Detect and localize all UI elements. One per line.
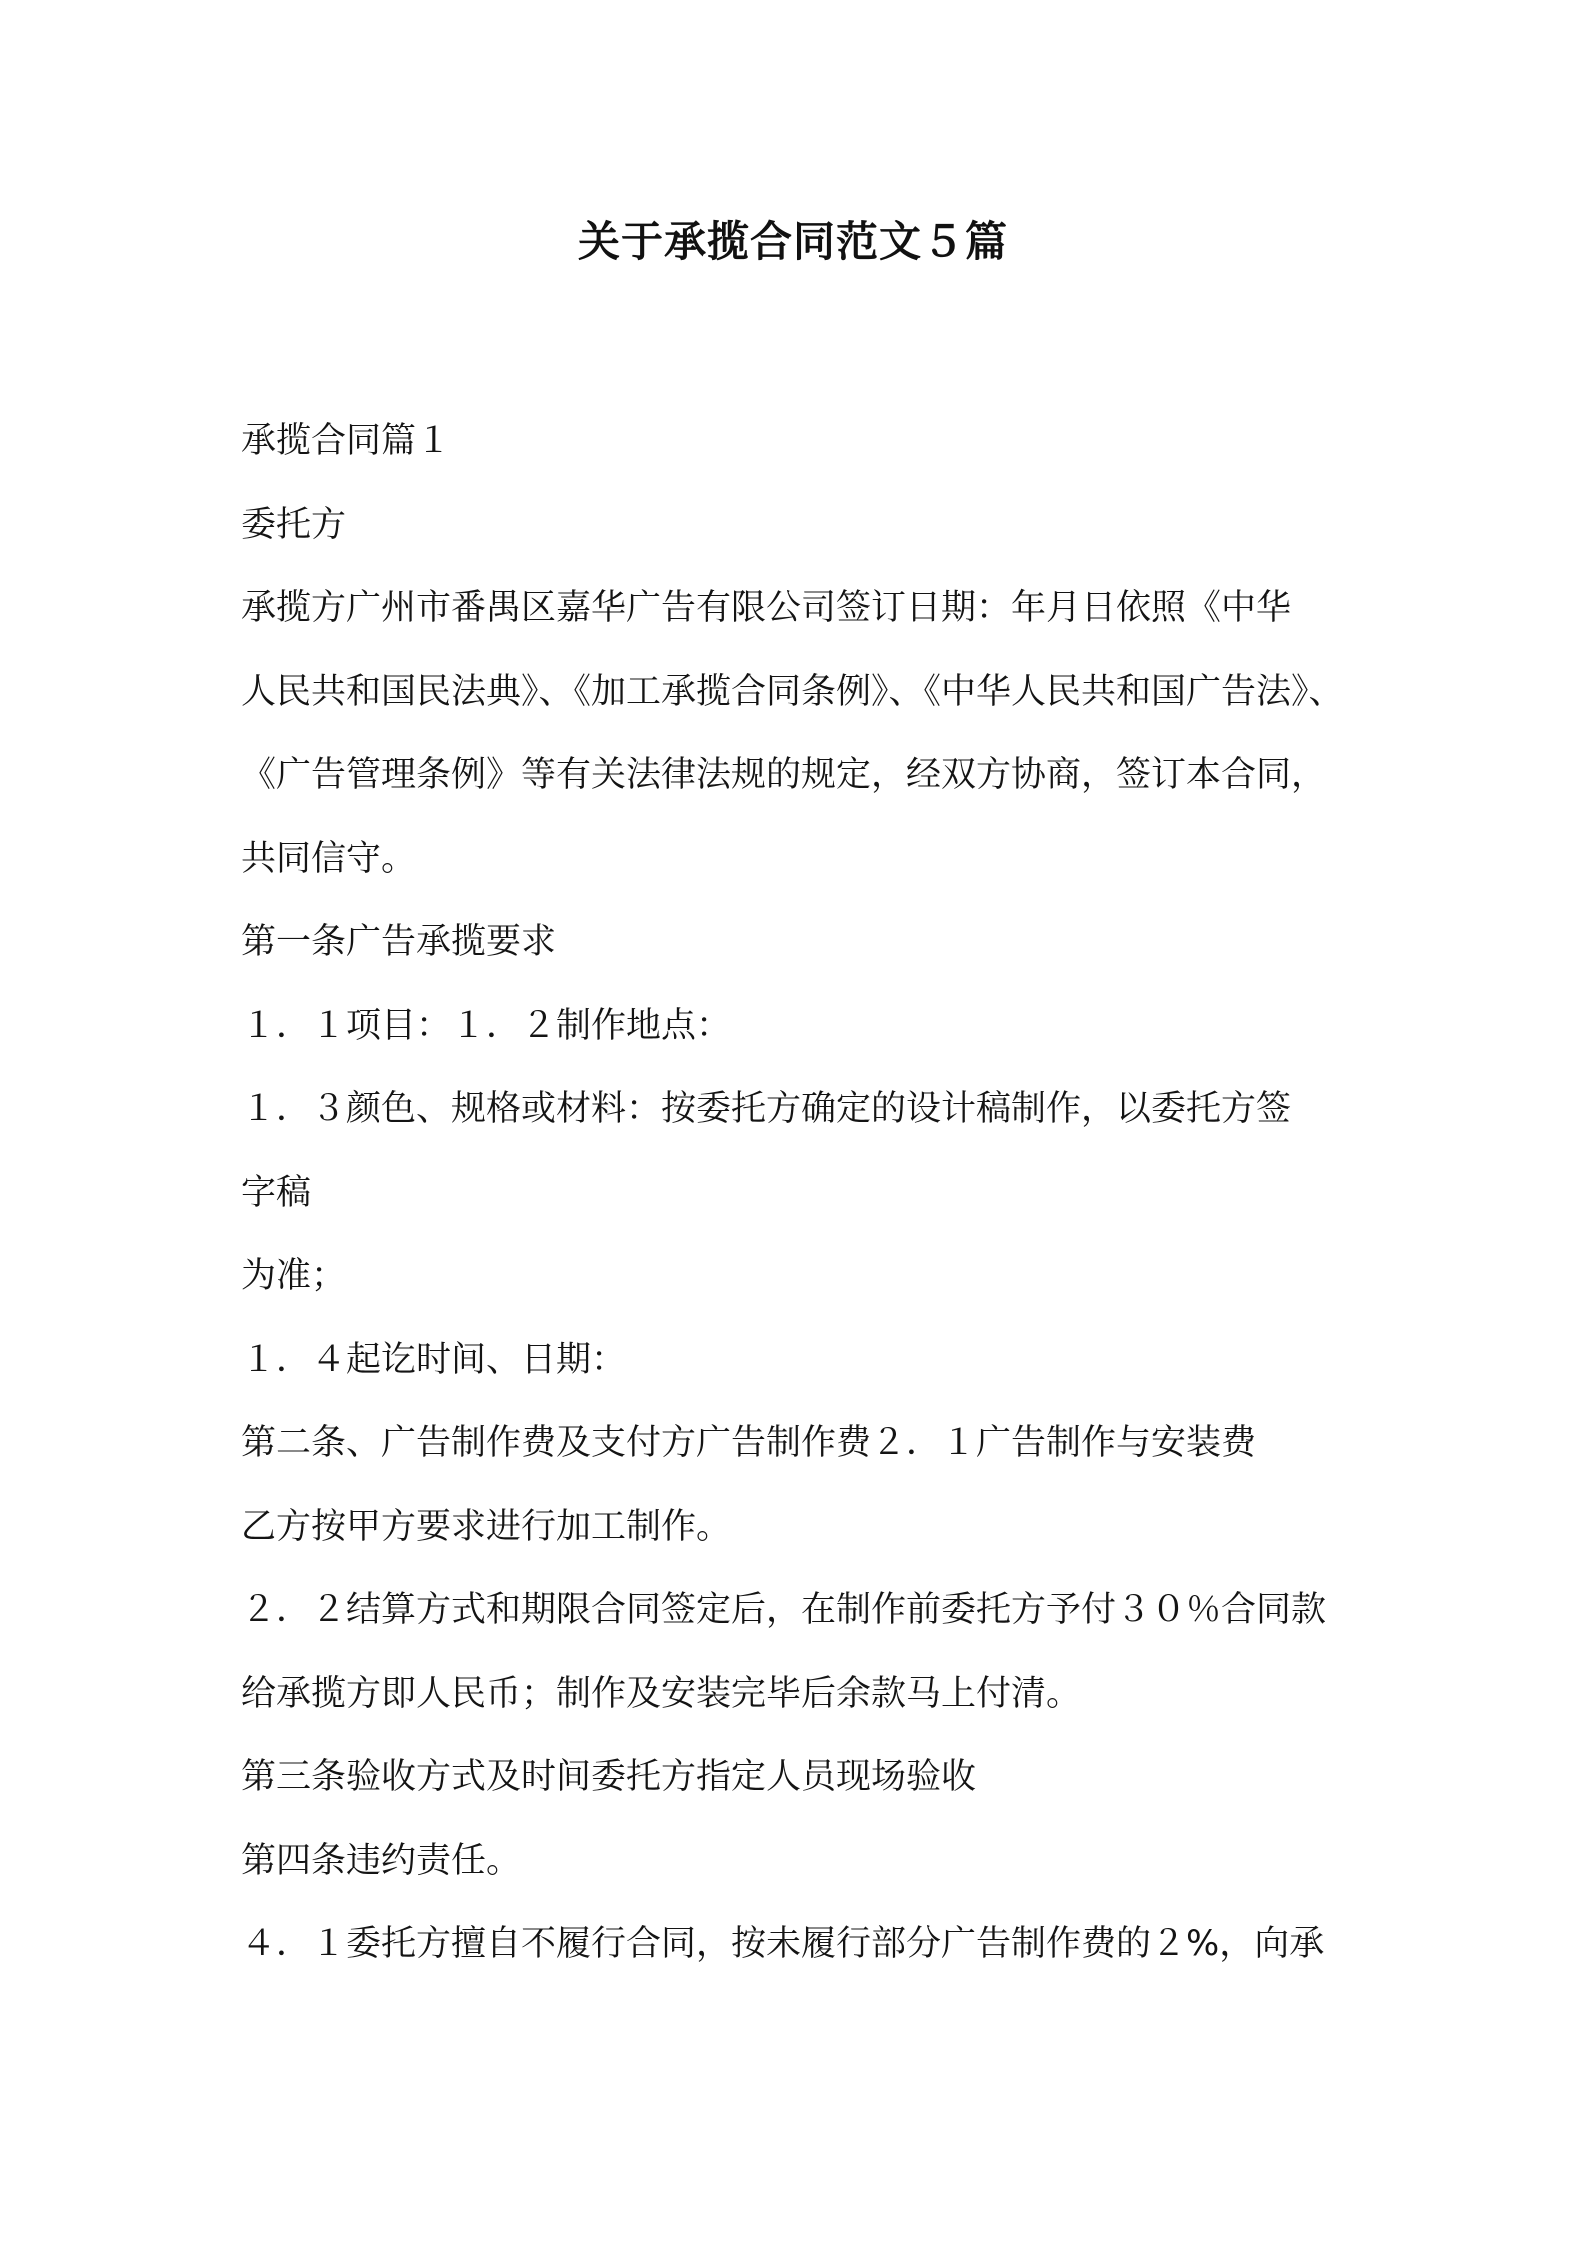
text-line: １．４起讫时间、日期：	[241, 1339, 627, 1380]
text-line: 《广告管理条例》等有关法律法规的规定，经双方协商，签订本合同，	[241, 755, 1327, 795]
text-line: １．１项目：１．２制作地点：	[241, 1005, 732, 1046]
text-line: 委托方	[241, 504, 347, 545]
text-line: 第四条违约责任。	[241, 1840, 522, 1881]
text-line: 承揽合同篇１	[241, 421, 452, 461]
text-line: 乙方按甲方要求进行加工制作。	[241, 1506, 732, 1547]
text-line: 共同信守。	[241, 838, 417, 879]
text-line: 第二条、广告制作费及支付方广告制作费２．１广告制作与安装费	[241, 1423, 1257, 1463]
text-line: 第三条验收方式及时间委托方指定人员现场验收	[241, 1757, 977, 1797]
document-title: 关于承揽合同范文５篇	[577, 217, 1008, 266]
text-line: 为准；	[241, 1256, 347, 1296]
text-line: １．３颜色、规格或材料：按委托方确定的设计稿制作，以委托方签	[241, 1089, 1292, 1129]
text-line: 人民共和国民法典》、《加工承揽合同条例》、《中华人民共和国广告法》、	[241, 671, 1344, 712]
text-line: 承揽方广州市番禺区嘉华广告有限公司签订日期：年月日依照《中华	[241, 588, 1292, 628]
text-line: 给承揽方即人民币；制作及安装完毕后余款马上付清。	[241, 1673, 1082, 1714]
text-line: ４．１委托方擅自不履行合同，按未履行部分广告制作费的２%，向承	[241, 1924, 1325, 1964]
text-line: 第一条广告承揽要求	[241, 922, 557, 962]
text-line: ２．２结算方式和期限合同签定后，在制作前委托方予付３０％合同款	[241, 1590, 1327, 1630]
text-line: 字稿	[241, 1172, 312, 1213]
document-body	[241, 400, 1361, 1987]
